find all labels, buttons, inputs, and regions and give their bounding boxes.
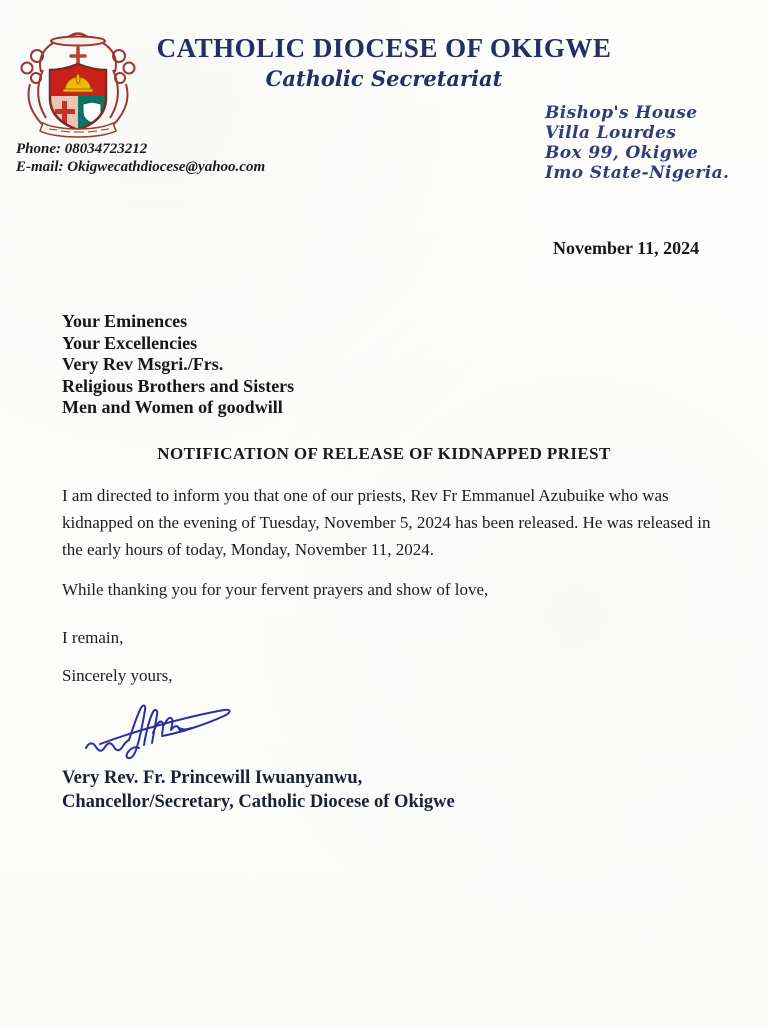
recipient-line: Men and Women of goodwill [62,397,283,417]
contact-block [16,140,265,176]
subject-line: NOTIFICATION OF RELEASE OF KIDNAPPED PRIEST [157,444,611,463]
email-address: Okigwecathdiocese@yahoo.com [67,159,266,175]
recipient-line: Very Rev Msgri./Frs. [62,354,224,374]
address-line: Bishop's House [545,103,698,123]
body-paragraph: I am directed to inform you that one of our priests, Rev Fr Emmanuel Azubuike who was kidnapped on the evening of Tuesday, November 5, 2024 has been released. He was released in the early hours of today, Monday, November 11, 2024. [62,486,711,559]
recipient-line: Your Excellencies [62,332,198,353]
recipients-block [62,311,294,419]
signature-icon [80,696,248,762]
recipient-line: Religious Brothers and Sisters [62,375,295,396]
letter-date: November 11, 2024 [553,238,700,258]
address-line: Villa Lourdes [545,123,677,143]
email-line [16,158,265,176]
address-line: Imo State-Nigeria. [545,163,730,183]
email-label: E-mail: [16,159,64,175]
secretariat-subtitle: Catholic Secretariat [265,66,503,91]
phone-label: Phone: [16,141,61,157]
phone-line [16,140,265,158]
address-block [545,103,729,183]
phone-number: 08034723212 [64,141,148,157]
address-line: Box 99, Okigwe [545,143,699,163]
signer-title: Chancellor/Secretary, Catholic Diocese of Okigwe [62,792,455,812]
body-paragraph: Sincerely yours, [62,666,173,685]
body-paragraph: While thanking you for your fervent prayers and show of love, [62,580,489,599]
body-paragraph: I remain, [62,628,124,647]
recipient-line: Your Eminences [62,311,188,331]
diocese-title: CATHOLIC DIOCESE OF OKIGWE [156,33,612,63]
signer-name: Very Rev. Fr. Princewill Iwuanyanwu, [62,768,363,788]
